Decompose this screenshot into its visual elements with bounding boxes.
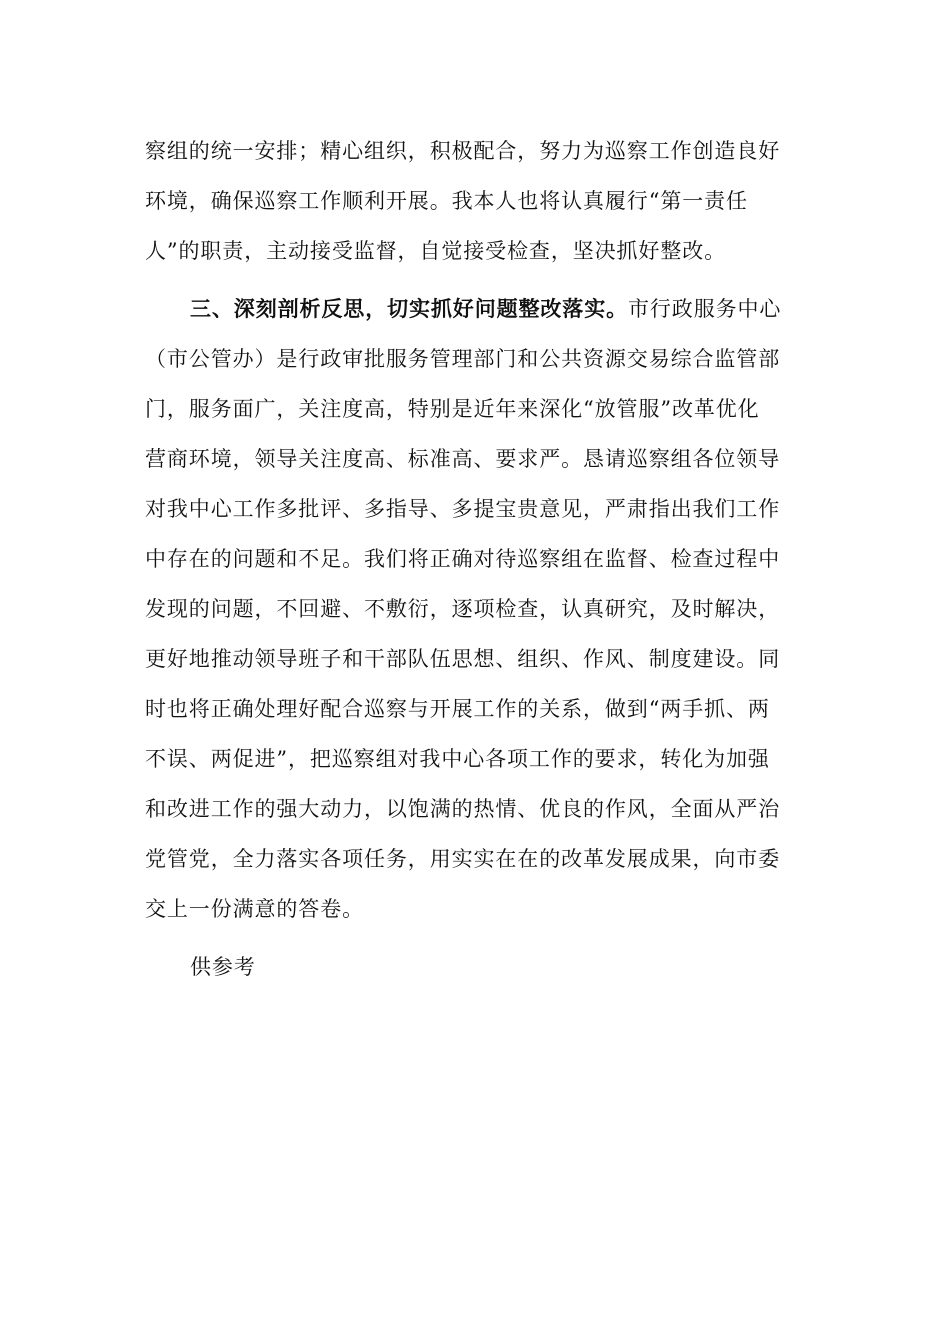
paragraph-line: 更好地推动领导班子和干部队伍思想、组织、作风、制度建设。同 [145,647,781,671]
paragraph-line: （市公管办）是行政审批服务管理部门和公共资源交易综合监管部 [145,347,781,371]
paragraph-line: 人”的职责，主动接受监督，自觉接受检查，坚决抓好整改。 [145,239,727,263]
section-text: 市行政服务中心 [628,297,782,321]
paragraph-line: 交上一份满意的答卷。 [145,897,364,921]
paragraph-line: 环境，确保巡察工作顺利开展。我本人也将认真履行“第一责任 [145,189,748,213]
paragraph-line: 察组的统一安排；精心组织，积极配合，努力为巡察工作创造良好 [145,139,781,163]
paragraph-line: 时也将正确处理好配合巡察与开展工作的关系，做到“两手抓、两 [145,697,770,721]
paragraph-line: 不误、两促进”，把巡察组对我中心各项工作的要求，转化为加强 [145,747,770,771]
paragraph-line: 门，服务面广，关注度高，特别是近年来深化“放管服”改革优化 [145,397,760,421]
paragraph-line: 党管党，全力落实各项任务，用实实在在的改革发展成果，向市委 [145,847,781,871]
section-heading-line [190,294,781,324]
paragraph-line: 和改进工作的强大动力，以饱满的热情、优良的作风，全面从严治 [145,797,781,821]
paragraph-line: 对我中心工作多批评、多指导、多提宝贵意见，严肃指出我们工作 [145,497,781,521]
section-heading: 三、深刻剖析反思，切实抓好问题整改落实。 [190,296,628,321]
paragraph-line: 营商环境，领导关注度高、标准高、要求严。恳请巡察组各位领导 [145,447,781,471]
paragraph-line: 发现的问题，不回避、不敷衍，逐项检查，认真研究，及时解决， [145,597,781,621]
paragraph-line: 中存在的问题和不足。我们将正确对待巡察组在监督、检查过程中 [145,547,781,571]
closing-note: 供参考 [190,955,256,979]
